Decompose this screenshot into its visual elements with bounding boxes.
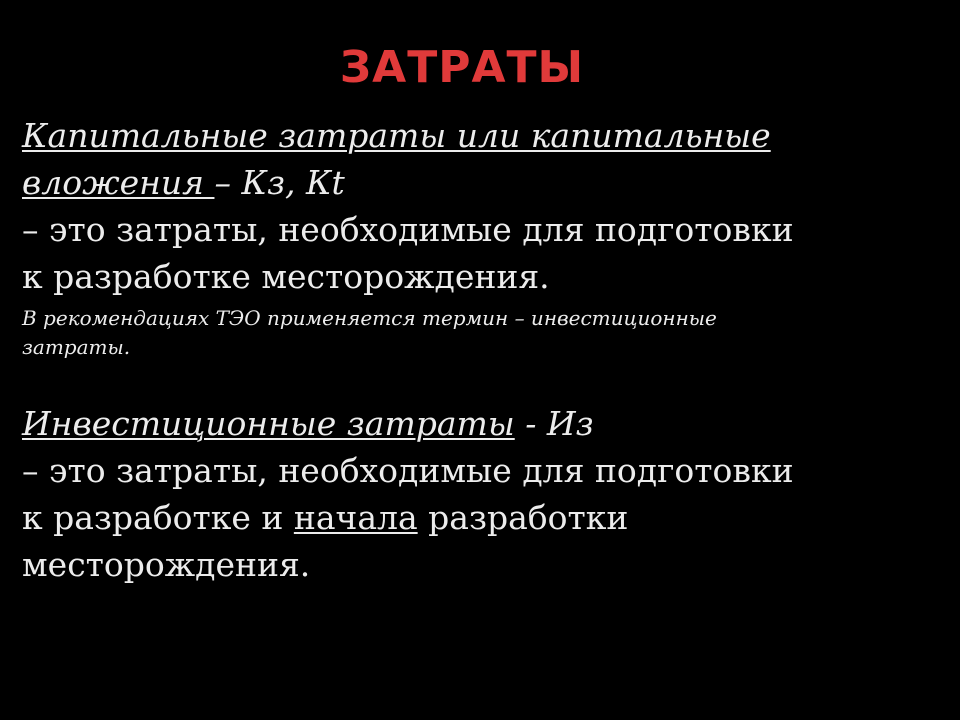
investment-costs-block [22,400,942,588]
capital-term-part-2: вложения [22,163,215,202]
investment-term-line [22,400,942,447]
capital-definition-line-1: – это затраты, необходимые для подготовки [22,210,794,249]
investment-definition-part-a: к разработке и [22,498,294,537]
teo-note-line-1: В рекомендациях ТЭО применяется термин – инвестиционные [22,306,717,330]
capital-costs-block [22,112,942,300]
slide-title: ЗАТРАТЫ [339,42,585,93]
capital-definition-line-2: к разработке месторождения. [22,257,550,296]
investment-definition-part-c: разработки [417,498,629,537]
investment-symbol: - Из [514,404,594,443]
teo-note-line-2: затраты. [22,335,131,359]
capital-term-line-1 [22,112,942,159]
capital-term-part-1: Капитальные затраты или капитальные [22,116,771,155]
investment-definition-line-2 [22,494,942,541]
investment-definition-line-1: – это затраты, необходимые для подготовки [22,451,794,490]
investment-definition-line-3: месторождения. [22,545,311,584]
capital-term-line-2 [22,159,942,206]
teo-note [22,304,922,362]
capital-symbols: – Кз, Кt [214,163,345,202]
investment-definition-emphasis: начала [293,498,418,537]
investment-term: Инвестиционные затраты [22,404,515,443]
